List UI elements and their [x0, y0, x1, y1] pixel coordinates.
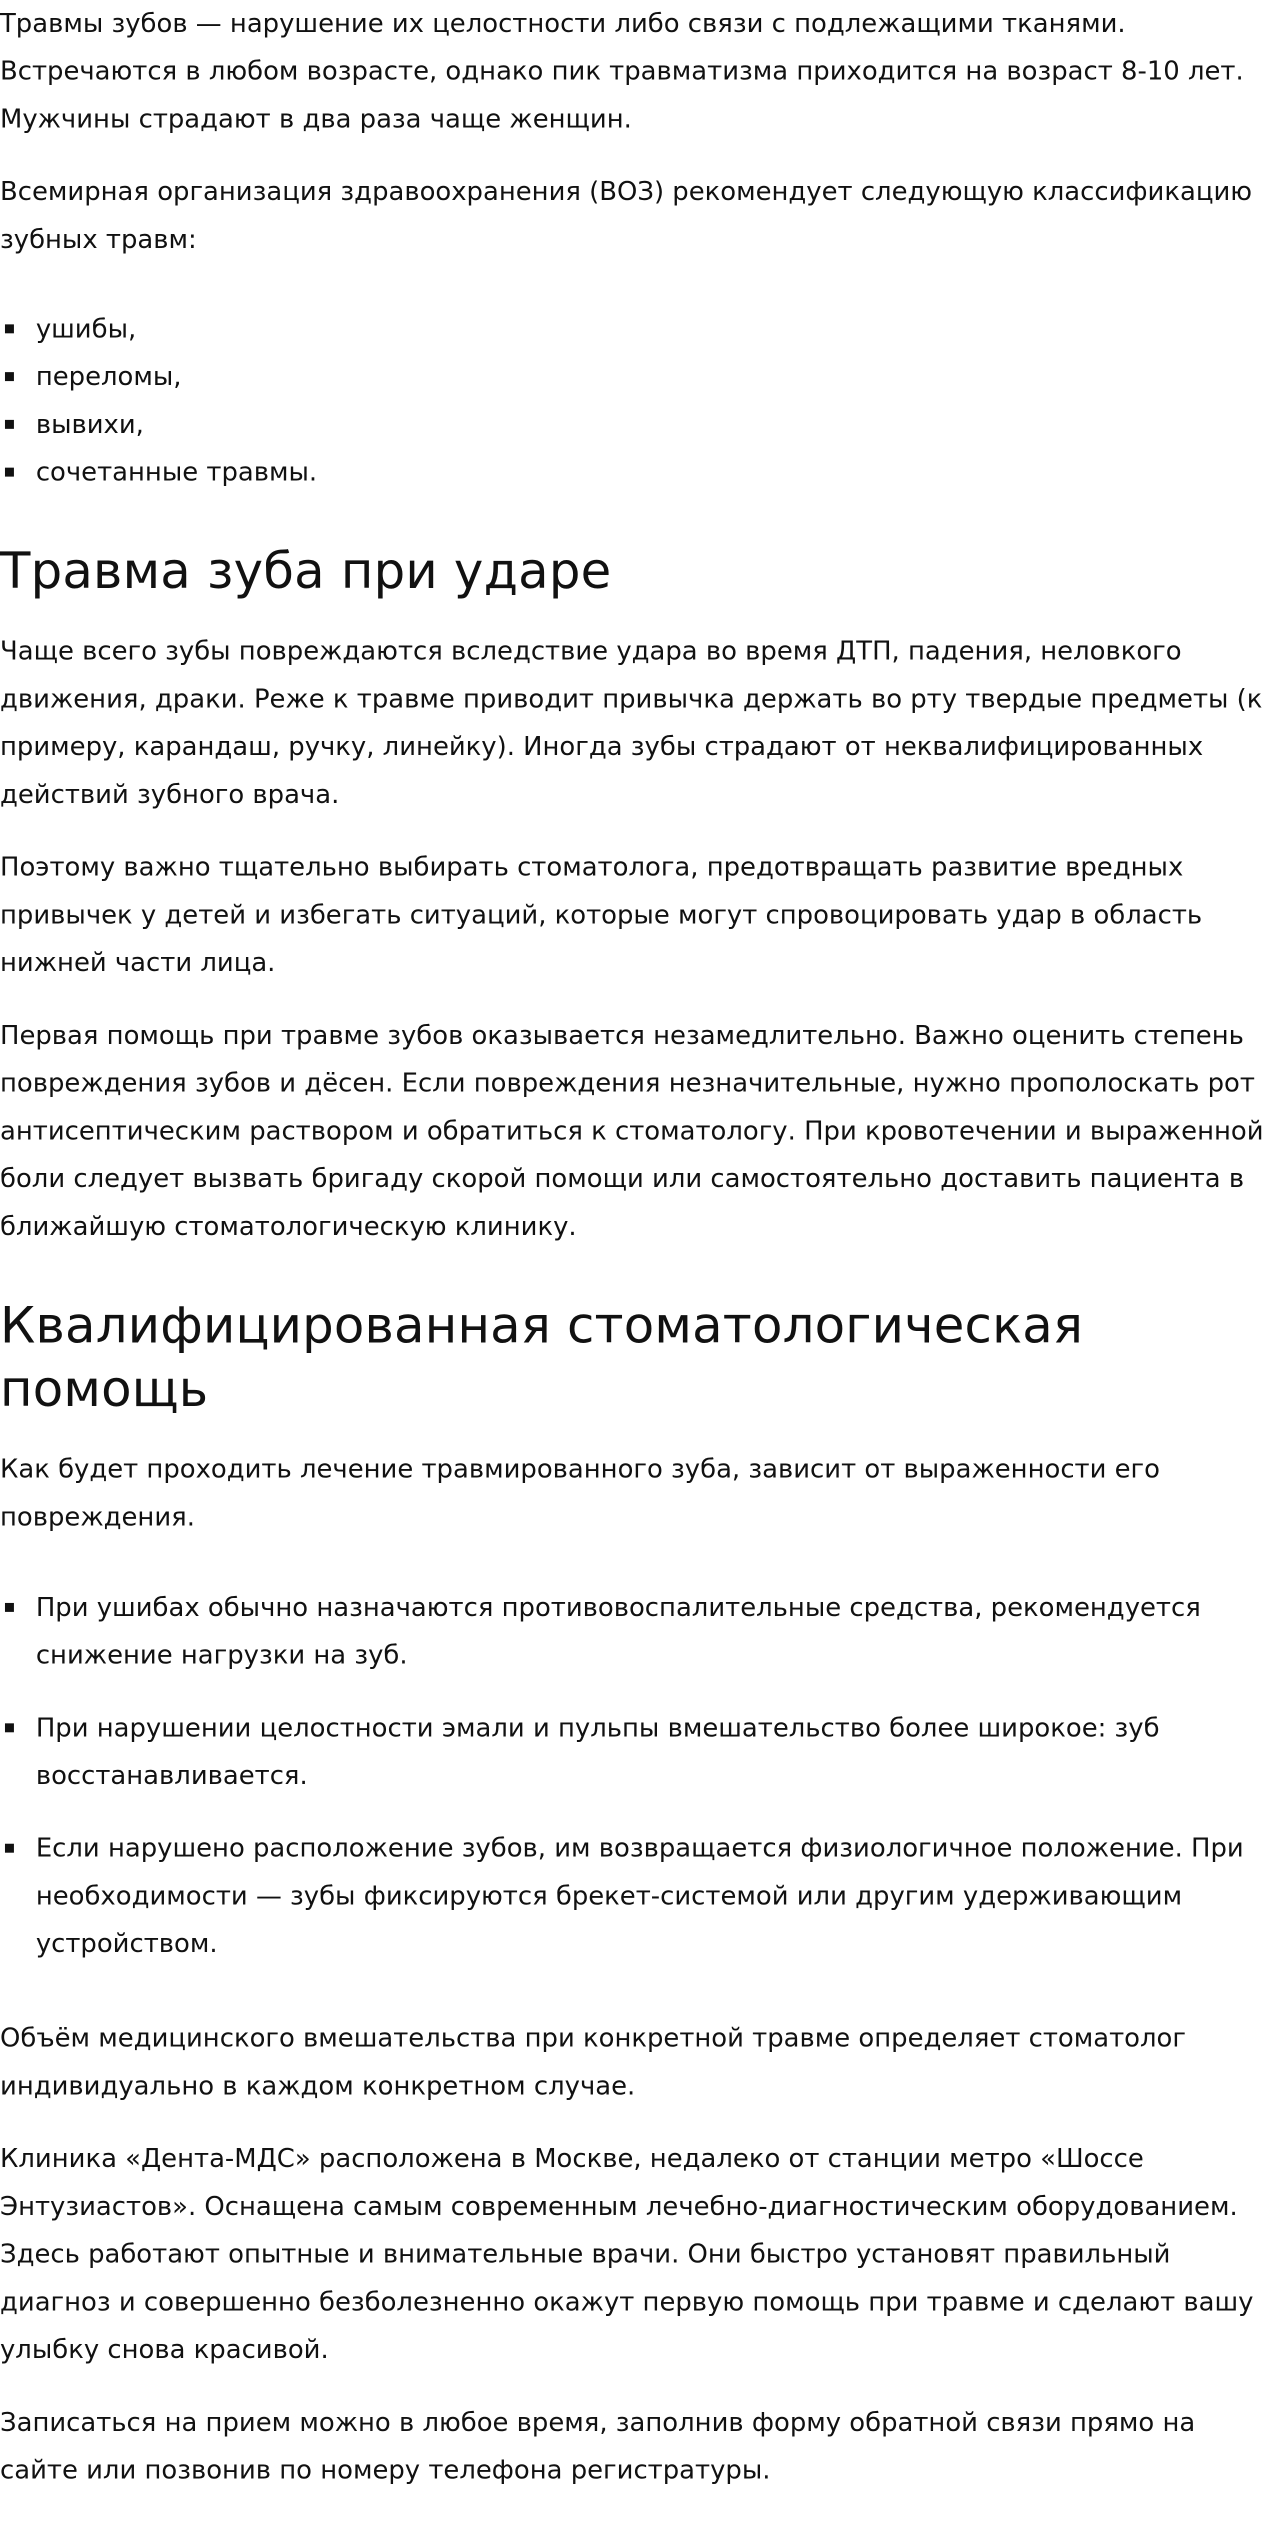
- list-item-text: При ушибах обычно назначаются противовоспалительные средства, рекомендуется снижение нагрузки на зуб.: [35, 1592, 1201, 1671]
- list-item-text: переломы,: [35, 362, 182, 393]
- treatment-scope-paragraph: Объём медицинского вмешательства при конкретной травме определяет стоматолог индивидуально в каждом конкретном случае.: [0, 2023, 1186, 2102]
- list-item-text: ушибы,: [35, 314, 137, 345]
- treatment-list: [0, 1584, 1264, 1968]
- square-bullet-icon: [5, 324, 14, 333]
- square-bullet-icon: [5, 1723, 14, 1732]
- section-heading-qualified-help: Квалифицированная стоматологическая помощь: [0, 1296, 1084, 1418]
- list-item: [0, 449, 1264, 497]
- section-heading-impact-injury: Травма зуба при ударе: [0, 542, 612, 600]
- list-item: [0, 1704, 1264, 1800]
- intro-paragraph: Травмы зубов — нарушение их целостности либо связи с подлежащими тканями. Встречаются в любом возрасте, однако пик травматизма приходится на возраст 8-10 лет. Мужчины страдают в два раза чаще женщин.: [0, 8, 1244, 135]
- list-item-text: При нарушении целостности эмали и пульпы вмешательство более широкое: зуб восстанавливается.: [35, 1713, 1160, 1791]
- list-item: [0, 353, 1264, 401]
- injury-classification-list: [0, 305, 1264, 496]
- impact-causes-paragraph: Чаще всего зубы повреждаются вследствие удара во время ДТП, падения, неловкого движения, драки. Реже к травме приводит привычка держать во рту твердые предметы (к примеру, карандаш, ручку, линейку). Иногда зубы страдают от неквалифицированных действий зубного врача.: [0, 636, 1263, 810]
- square-bullet-icon: [5, 1844, 14, 1853]
- treatment-intro-paragraph: Как будет проходить лечение травмированного зуба, зависит от выраженности его повреждения.: [0, 1454, 1160, 1533]
- list-item-text: сочетанные травмы.: [35, 457, 318, 488]
- list-item: [0, 401, 1264, 449]
- square-bullet-icon: [5, 1603, 14, 1612]
- appointment-paragraph: Записаться на прием можно в любое время, заполнив форму обратной связи прямо на сайте или позвонив по номеру телефона регистратуры.: [0, 2407, 1196, 2486]
- list-item: [0, 1584, 1264, 1680]
- square-bullet-icon: [5, 468, 14, 477]
- prevention-paragraph: Поэтому важно тщательно выбирать стоматолога, предотвращать развитие вредных привычек у детей и избегать ситуаций, которые могут спровоцировать удар в область нижней части лица.: [0, 852, 1203, 979]
- list-item-text: Если нарушено расположение зубов, им возвращается физиологичное положение. При необходимости — зубы фиксируются брекет-системой или другим удерживающим устройством.: [35, 1833, 1244, 1960]
- square-bullet-icon: [5, 372, 14, 381]
- end-spacer: [0, 2519, 1264, 2520]
- list-item-text: вывихи,: [35, 409, 144, 440]
- square-bullet-icon: [5, 420, 14, 429]
- list-item: [0, 305, 1264, 353]
- list-item: [0, 1825, 1264, 1968]
- clinic-info-paragraph: Клиника «Дента-МДС» расположена в Москве, недалеко от станции метро «Шоссе Энтузиастов». Оснащена самым современным лечебно-диагностическим оборудованием. Здесь работают опытные и внимательные врачи. Они быстро установят правильный диагноз и совершенно безболезненно окажут первую помощь при травме и сделают вашу улыбку снова красивой.: [0, 2144, 1254, 2366]
- first-aid-paragraph: Первая помощь при травме зубов оказывается незамедлительно. Важно оценить степень повреждения зубов и дёсен. Если повреждения незначительные, нужно прополоскать рот антисептическим раствором и обратиться к стоматологу. При кровотечении и выраженной боли следует вызвать бригаду скорой помощи или самостоятельно доставить пациента в ближайшую стоматологическую клинику.: [0, 1020, 1264, 1242]
- who-classification-paragraph: Всемирная организация здравоохранения (ВОЗ) рекомендует следующую классификацию зубных травм:: [0, 177, 1253, 255]
